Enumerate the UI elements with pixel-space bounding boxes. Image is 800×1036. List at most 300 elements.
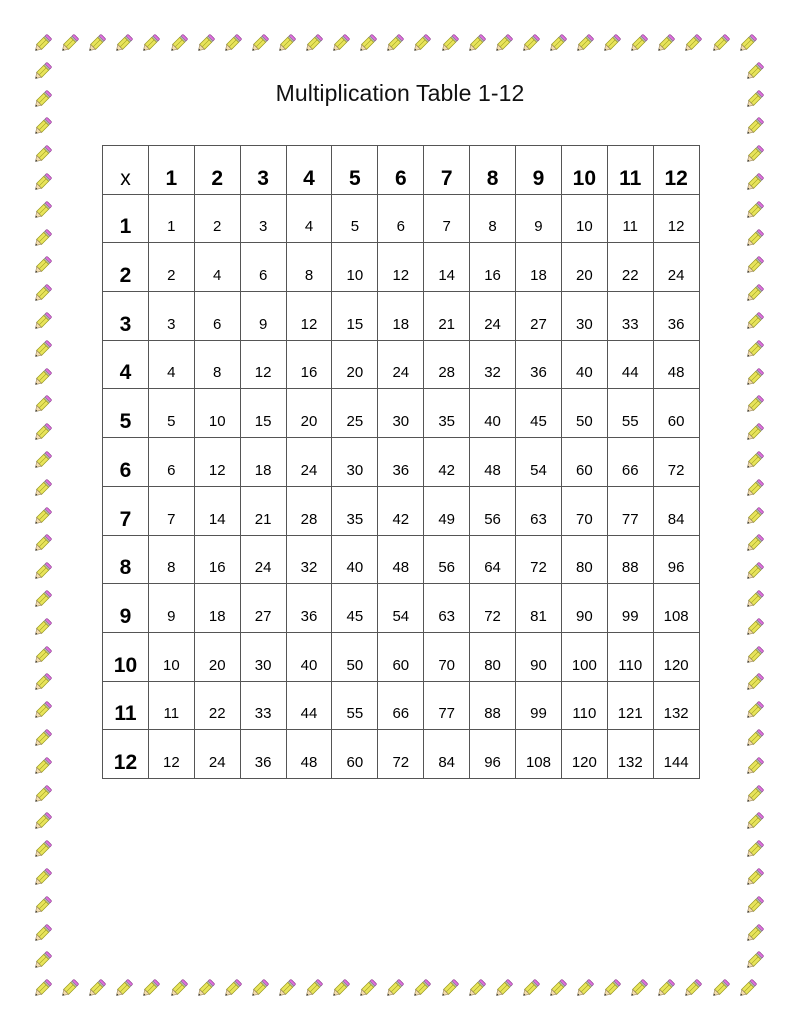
product-cell: 8 (470, 194, 516, 243)
column-header: 11 (607, 146, 653, 195)
table-row (103, 243, 700, 292)
pencil-icon (248, 31, 272, 55)
column-header: 1 (148, 146, 194, 195)
product-cell: 80 (561, 535, 607, 584)
row-header: 11 (103, 681, 149, 730)
product-cell: 18 (516, 243, 562, 292)
pencil-icon (743, 198, 767, 222)
column-header: 4 (286, 146, 332, 195)
product-cell: 96 (470, 730, 516, 779)
product-cell: 6 (378, 194, 424, 243)
table-row (103, 632, 700, 681)
product-cell: 81 (516, 584, 562, 633)
table-row (103, 535, 700, 584)
product-cell: 54 (516, 438, 562, 487)
product-cell: 36 (240, 730, 286, 779)
product-cell: 120 (561, 730, 607, 779)
product-cell: 99 (607, 584, 653, 633)
product-cell: 60 (378, 632, 424, 681)
product-cell: 40 (332, 535, 378, 584)
pencil-icon (654, 31, 678, 55)
product-cell: 32 (470, 340, 516, 389)
pencil-icon (31, 198, 55, 222)
product-cell: 36 (516, 340, 562, 389)
table-row (103, 486, 700, 535)
product-cell: 66 (378, 681, 424, 730)
pencil-icon (743, 448, 767, 472)
header-row (103, 146, 700, 195)
pencil-icon (31, 976, 55, 1000)
pencil-icon (743, 531, 767, 555)
product-cell: 50 (332, 632, 378, 681)
product-cell: 80 (470, 632, 516, 681)
product-cell: 4 (286, 194, 332, 243)
product-cell: 60 (561, 438, 607, 487)
product-cell: 14 (194, 486, 240, 535)
product-cell: 56 (470, 486, 516, 535)
product-cell: 77 (424, 681, 470, 730)
product-cell: 24 (286, 438, 332, 487)
pencil-icon (31, 337, 55, 361)
product-cell: 120 (653, 632, 699, 681)
product-cell: 49 (424, 486, 470, 535)
pencil-icon (383, 31, 407, 55)
product-cell: 8 (286, 243, 332, 292)
product-cell: 48 (653, 340, 699, 389)
product-cell: 12 (148, 730, 194, 779)
pencil-icon (546, 976, 570, 1000)
product-cell: 40 (561, 340, 607, 389)
product-cell: 110 (561, 681, 607, 730)
product-cell: 121 (607, 681, 653, 730)
product-cell: 28 (424, 340, 470, 389)
pencil-icon (709, 976, 733, 1000)
pencil-icon (31, 837, 55, 861)
table-row (103, 292, 700, 341)
pencil-icon (743, 643, 767, 667)
product-cell: 42 (378, 486, 424, 535)
product-cell: 12 (240, 340, 286, 389)
product-cell: 11 (607, 194, 653, 243)
product-cell: 50 (561, 389, 607, 438)
product-cell: 66 (607, 438, 653, 487)
product-cell: 44 (286, 681, 332, 730)
pencil-icon (410, 31, 434, 55)
product-cell: 12 (286, 292, 332, 341)
product-cell: 2 (194, 194, 240, 243)
pencil-icon (31, 142, 55, 166)
product-cell: 40 (286, 632, 332, 681)
product-cell: 20 (561, 243, 607, 292)
pencil-icon (465, 976, 489, 1000)
pencil-icon (654, 976, 678, 1000)
product-cell: 63 (424, 584, 470, 633)
pencil-icon (681, 976, 705, 1000)
row-header: 8 (103, 535, 149, 584)
product-cell: 88 (607, 535, 653, 584)
product-cell: 70 (424, 632, 470, 681)
product-cell: 72 (378, 730, 424, 779)
pencil-icon (743, 253, 767, 277)
pencil-icon (31, 365, 55, 389)
product-cell: 36 (653, 292, 699, 341)
product-cell: 55 (332, 681, 378, 730)
product-cell: 48 (286, 730, 332, 779)
pencil-icon (519, 31, 543, 55)
product-cell: 90 (516, 632, 562, 681)
pencil-icon (627, 976, 651, 1000)
pencil-icon (31, 226, 55, 250)
pencil-icon (743, 365, 767, 389)
product-cell: 22 (194, 681, 240, 730)
pencil-icon (58, 31, 82, 55)
pencil-icon (31, 114, 55, 138)
column-header: 5 (332, 146, 378, 195)
pencil-icon (743, 809, 767, 833)
product-cell: 35 (332, 486, 378, 535)
product-cell: 30 (561, 292, 607, 341)
pencil-icon (492, 31, 516, 55)
product-cell: 20 (286, 389, 332, 438)
product-cell: 21 (424, 292, 470, 341)
product-cell: 100 (561, 632, 607, 681)
product-cell: 30 (332, 438, 378, 487)
pencil-icon (736, 976, 760, 1000)
product-cell: 88 (470, 681, 516, 730)
product-cell: 15 (332, 292, 378, 341)
row-header: 6 (103, 438, 149, 487)
product-cell: 10 (332, 243, 378, 292)
table-row (103, 340, 700, 389)
product-cell: 24 (240, 535, 286, 584)
product-cell: 8 (148, 535, 194, 584)
product-cell: 32 (286, 535, 332, 584)
table-row (103, 584, 700, 633)
pencil-icon (743, 476, 767, 500)
row-header: 2 (103, 243, 149, 292)
product-cell: 77 (607, 486, 653, 535)
pencil-icon (546, 31, 570, 55)
product-cell: 3 (240, 194, 286, 243)
pencil-icon (221, 31, 245, 55)
pencil-icon (31, 31, 55, 55)
product-cell: 6 (240, 243, 286, 292)
pencil-icon (627, 31, 651, 55)
pencil-icon (736, 31, 760, 55)
pencil-icon (58, 976, 82, 1000)
pencil-icon (743, 948, 767, 972)
product-cell: 27 (516, 292, 562, 341)
pencil-icon (31, 948, 55, 972)
product-cell: 30 (240, 632, 286, 681)
pencil-icon (167, 31, 191, 55)
product-cell: 7 (148, 486, 194, 535)
product-cell: 24 (194, 730, 240, 779)
pencil-icon (31, 587, 55, 611)
pencil-icon (743, 921, 767, 945)
product-cell: 90 (561, 584, 607, 633)
product-cell: 12 (378, 243, 424, 292)
product-cell: 12 (653, 194, 699, 243)
pencil-icon (743, 893, 767, 917)
product-cell: 48 (378, 535, 424, 584)
product-cell: 16 (194, 535, 240, 584)
product-cell: 110 (607, 632, 653, 681)
product-cell: 36 (378, 438, 424, 487)
pencil-icon (492, 976, 516, 1000)
table-row (103, 681, 700, 730)
product-cell: 25 (332, 389, 378, 438)
product-cell: 10 (148, 632, 194, 681)
pencil-icon (302, 976, 326, 1000)
pencil-icon (573, 976, 597, 1000)
table-row (103, 438, 700, 487)
pencil-icon (743, 865, 767, 889)
product-cell: 35 (424, 389, 470, 438)
pencil-icon (31, 921, 55, 945)
pencil-icon (600, 31, 624, 55)
row-header: 1 (103, 194, 149, 243)
product-cell: 33 (607, 292, 653, 341)
product-cell: 8 (194, 340, 240, 389)
pencil-icon (743, 837, 767, 861)
page-title: Multiplication Table 1-12 (275, 80, 525, 106)
pencil-icon (743, 420, 767, 444)
product-cell: 18 (378, 292, 424, 341)
pencil-icon (31, 782, 55, 806)
product-cell: 16 (286, 340, 332, 389)
product-cell: 6 (194, 292, 240, 341)
product-cell: 4 (194, 243, 240, 292)
product-cell: 84 (653, 486, 699, 535)
product-cell: 21 (240, 486, 286, 535)
pencil-icon (743, 337, 767, 361)
product-cell: 3 (148, 292, 194, 341)
pencil-icon (600, 976, 624, 1000)
pencil-icon (743, 392, 767, 416)
product-cell: 14 (424, 243, 470, 292)
product-cell: 72 (470, 584, 516, 633)
product-cell: 144 (653, 730, 699, 779)
product-cell: 9 (148, 584, 194, 633)
product-cell: 2 (148, 243, 194, 292)
product-cell: 24 (470, 292, 516, 341)
pencil-icon (194, 976, 218, 1000)
product-cell: 24 (653, 243, 699, 292)
pencil-icon (31, 504, 55, 528)
pencil-icon (31, 281, 55, 305)
product-cell: 60 (653, 389, 699, 438)
table-row (103, 730, 700, 779)
product-cell: 24 (378, 340, 424, 389)
column-header: 9 (516, 146, 562, 195)
pencil-icon (573, 31, 597, 55)
pencil-icon (743, 504, 767, 528)
product-cell: 16 (470, 243, 516, 292)
product-cell: 56 (424, 535, 470, 584)
pencil-icon (743, 309, 767, 333)
product-cell: 10 (194, 389, 240, 438)
product-cell: 18 (240, 438, 286, 487)
pencil-icon (31, 392, 55, 416)
pencil-icon (743, 782, 767, 806)
product-cell: 10 (561, 194, 607, 243)
pencil-icon (31, 531, 55, 555)
product-cell: 132 (607, 730, 653, 779)
product-cell: 9 (240, 292, 286, 341)
pencil-icon (302, 31, 326, 55)
row-header: 4 (103, 340, 149, 389)
pencil-icon (31, 420, 55, 444)
product-cell: 12 (194, 438, 240, 487)
pencil-icon (31, 559, 55, 583)
pencil-icon (743, 698, 767, 722)
row-header: 7 (103, 486, 149, 535)
product-cell: 44 (607, 340, 653, 389)
pencil-icon (139, 976, 163, 1000)
pencil-icon (743, 587, 767, 611)
row-header: 3 (103, 292, 149, 341)
product-cell: 132 (653, 681, 699, 730)
pencil-icon (356, 31, 380, 55)
pencil-icon (743, 726, 767, 750)
product-cell: 72 (516, 535, 562, 584)
product-cell: 5 (332, 194, 378, 243)
product-cell: 84 (424, 730, 470, 779)
pencil-icon (31, 809, 55, 833)
column-header: 3 (240, 146, 286, 195)
pencil-icon (743, 226, 767, 250)
product-cell: 28 (286, 486, 332, 535)
pencil-icon (31, 448, 55, 472)
product-cell: 108 (516, 730, 562, 779)
pencil-icon (709, 31, 733, 55)
product-cell: 63 (516, 486, 562, 535)
pencil-icon (743, 615, 767, 639)
multiplication-table (102, 145, 700, 779)
product-cell: 60 (332, 730, 378, 779)
pencil-icon (743, 114, 767, 138)
pencil-icon (519, 976, 543, 1000)
product-cell: 18 (194, 584, 240, 633)
pencil-icon (31, 893, 55, 917)
row-header: 9 (103, 584, 149, 633)
product-cell: 33 (240, 681, 286, 730)
product-cell: 99 (516, 681, 562, 730)
product-cell: 27 (240, 584, 286, 633)
product-cell: 6 (148, 438, 194, 487)
pencil-icon (438, 31, 462, 55)
product-cell: 55 (607, 389, 653, 438)
product-cell: 64 (470, 535, 516, 584)
row-header: 5 (103, 389, 149, 438)
pencil-icon (743, 754, 767, 778)
column-header: 8 (470, 146, 516, 195)
pencil-icon (31, 170, 55, 194)
pencil-icon (31, 754, 55, 778)
pencil-icon (681, 31, 705, 55)
product-cell: 1 (148, 194, 194, 243)
table-row (103, 389, 700, 438)
column-header: 7 (424, 146, 470, 195)
pencil-icon (139, 31, 163, 55)
pencil-icon (85, 976, 109, 1000)
table-row (103, 194, 700, 243)
product-cell: 36 (286, 584, 332, 633)
pencil-icon (743, 670, 767, 694)
product-cell: 72 (653, 438, 699, 487)
pencil-icon (31, 253, 55, 277)
pencil-icon (31, 865, 55, 889)
product-cell: 30 (378, 389, 424, 438)
product-cell: 5 (148, 389, 194, 438)
pencil-icon (438, 976, 462, 1000)
product-cell: 11 (148, 681, 194, 730)
product-cell: 9 (516, 194, 562, 243)
product-cell: 22 (607, 243, 653, 292)
product-cell: 15 (240, 389, 286, 438)
pencil-icon (31, 615, 55, 639)
pencil-icon (410, 976, 434, 1000)
product-cell: 42 (424, 438, 470, 487)
product-cell: 20 (194, 632, 240, 681)
product-cell: 7 (424, 194, 470, 243)
column-header: 6 (378, 146, 424, 195)
row-header: 12 (103, 730, 149, 779)
product-cell: 70 (561, 486, 607, 535)
pencil-icon (112, 31, 136, 55)
pencil-icon (221, 976, 245, 1000)
pencil-icon (743, 281, 767, 305)
product-cell: 54 (378, 584, 424, 633)
product-cell: 40 (470, 389, 516, 438)
corner-cell: x (103, 146, 149, 195)
pencil-icon (743, 142, 767, 166)
row-header: 10 (103, 632, 149, 681)
pencil-icon (743, 170, 767, 194)
pencil-icon (112, 976, 136, 1000)
pencil-icon (275, 31, 299, 55)
product-cell: 45 (332, 584, 378, 633)
product-cell: 20 (332, 340, 378, 389)
pencil-icon (31, 643, 55, 667)
pencil-icon (329, 976, 353, 1000)
column-header: 2 (194, 146, 240, 195)
pencil-icon (329, 31, 353, 55)
pencil-icon (383, 976, 407, 1000)
pencil-icon (85, 31, 109, 55)
product-cell: 45 (516, 389, 562, 438)
pencil-icon (31, 476, 55, 500)
pencil-icon (465, 31, 489, 55)
column-header: 12 (653, 146, 699, 195)
pencil-icon (31, 726, 55, 750)
pencil-icon (31, 670, 55, 694)
pencil-icon (167, 976, 191, 1000)
pencil-icon (248, 976, 272, 1000)
column-header: 10 (561, 146, 607, 195)
pencil-icon (31, 309, 55, 333)
product-cell: 48 (470, 438, 516, 487)
product-cell: 4 (148, 340, 194, 389)
pencil-icon (31, 698, 55, 722)
product-cell: 96 (653, 535, 699, 584)
pencil-icon (356, 976, 380, 1000)
pencil-icon (194, 31, 218, 55)
pencil-icon (743, 559, 767, 583)
pencil-icon (275, 976, 299, 1000)
product-cell: 108 (653, 584, 699, 633)
